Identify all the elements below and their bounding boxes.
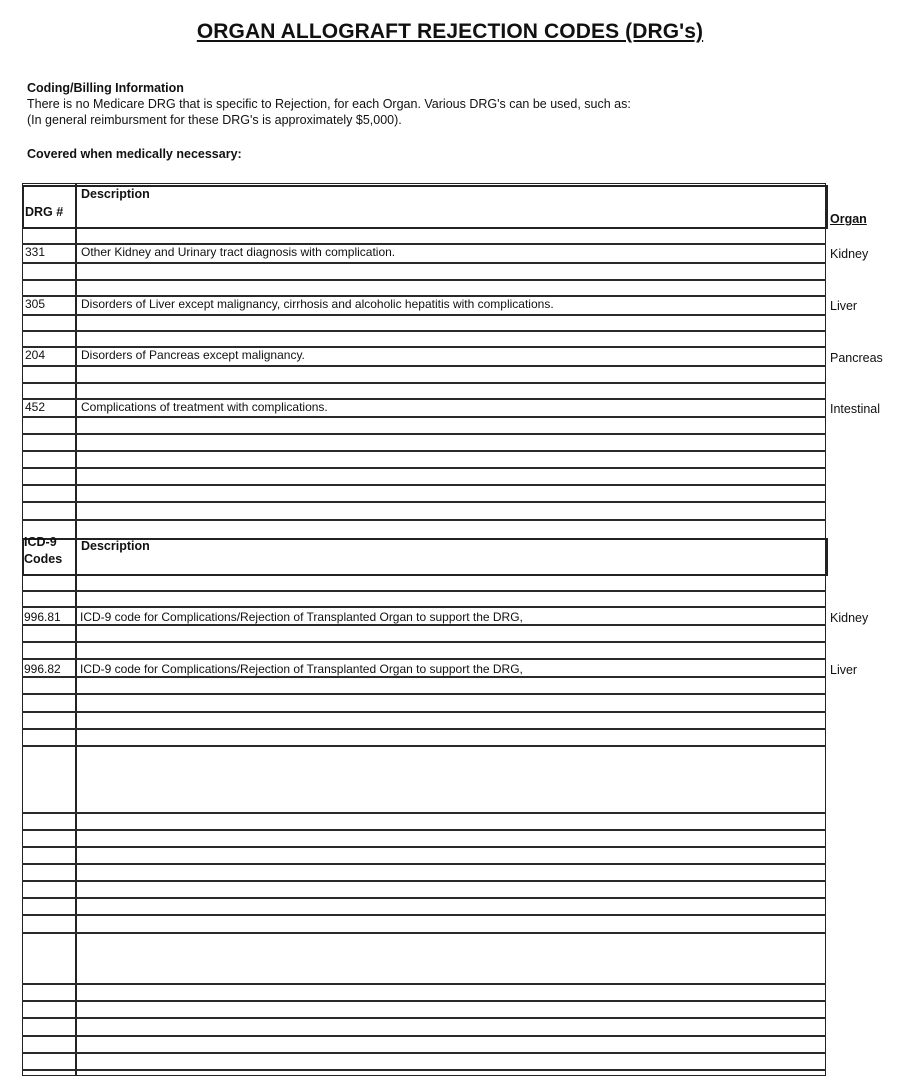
codes-table: [22, 183, 826, 1076]
drg-header-code: DRG #: [25, 205, 64, 219]
table-rule-line: [22, 416, 826, 418]
table-rule-line: [22, 914, 826, 916]
table-rule-line: [22, 314, 826, 316]
table-rule-line: [22, 641, 826, 643]
table-rule-line: [22, 467, 826, 469]
table-rule-line: [22, 932, 826, 934]
table-rule-line: [22, 676, 826, 678]
drg-row-description: Disorders of Liver except malignancy, cirrhosis and alcoholic hepatitis with complications.: [81, 297, 554, 311]
icd-row-code: 996.81: [24, 610, 61, 624]
column-divider-code: [75, 183, 77, 1076]
table-rule-line: [22, 728, 826, 730]
table-rule-line: [22, 606, 826, 608]
icd-row-code: 996.82: [24, 662, 61, 676]
drg-header-organ: Organ: [830, 212, 867, 226]
drg-row-organ: Liver: [830, 299, 858, 313]
table-rule-line: [22, 433, 826, 435]
table-rule-line: [22, 1035, 826, 1037]
icd-header-description: Description: [81, 539, 150, 553]
drg-row-code: 452: [25, 400, 46, 414]
table-rule-line: [22, 450, 826, 452]
icd-row-organ: Kidney: [830, 611, 869, 625]
drg-row-description: Other Kidney and Urinary tract diagnosis with complication.: [81, 245, 396, 259]
table-rule-line: [22, 693, 826, 695]
table-rule-line: [22, 1069, 826, 1071]
icd-header-code-line2: Codes: [24, 552, 63, 566]
coding-billing-info: [27, 80, 631, 128]
table-rule-line: [22, 519, 826, 521]
drg-row-description: Disorders of Pancreas except malignancy.: [81, 348, 305, 362]
drg-row-organ: Intestinal: [830, 402, 881, 416]
table-rule-line: [22, 897, 826, 899]
drg-row-organ: Kidney: [830, 247, 869, 261]
page-title: ORGAN ALLOGRAFT REJECTION CODES (DRG's): [196, 20, 704, 43]
table-rule-line: [22, 382, 826, 384]
intro-heading: Coding/Billing Information: [27, 81, 184, 95]
drg-row-code: 204: [25, 348, 46, 362]
drg-row-organ: Pancreas: [830, 351, 883, 365]
table-rule-line: [22, 624, 826, 626]
covered-note: Covered when medically necessary:: [27, 147, 242, 161]
table-rule-line: [22, 484, 826, 486]
intro-line-2: (In general reimbursment for these DRG's is approximately $5,000).: [27, 113, 402, 127]
table-rule-line: [22, 711, 826, 713]
table-rule-line: [22, 880, 826, 882]
table-rule-line: [22, 812, 826, 814]
table-rule-line: [22, 658, 826, 660]
table-rule-line: [22, 1017, 826, 1019]
icd-row-description: ICD-9 code for Complications/Rejection of Transplanted Organ to support the DRG,: [80, 662, 523, 676]
drg-row-description: Complications of treatment with complications.: [81, 400, 328, 414]
table-rule-line: [22, 365, 826, 367]
table-rule-line: [22, 983, 826, 985]
icd-row-description: ICD-9 code for Complications/Rejection of Transplanted Organ to support the DRG,: [80, 610, 523, 624]
intro-line-1: There is no Medicare DRG that is specific to Rejection, for each Organ. Various DRG's can be used, such as:: [27, 97, 631, 111]
table-rule-line: [22, 1000, 826, 1002]
table-rule-line: [22, 846, 826, 848]
drg-row-code: 305: [25, 297, 46, 311]
drg-row-code: 331: [25, 245, 46, 259]
table-rule-line: [22, 745, 826, 747]
icd-row-organ: Liver: [830, 663, 858, 677]
drg-header-description: Description: [81, 187, 150, 201]
table-rule-line: [22, 863, 826, 865]
icd-header-code-line1: ICD-9: [24, 535, 57, 549]
table-rule-line: [22, 330, 826, 332]
table-rule-line: [22, 1052, 826, 1054]
table-rule-line: [22, 262, 826, 264]
table-rule-line: [22, 590, 826, 592]
table-rule-line: [22, 501, 826, 503]
table-rule-line: [22, 279, 826, 281]
table-rule-line: [22, 829, 826, 831]
